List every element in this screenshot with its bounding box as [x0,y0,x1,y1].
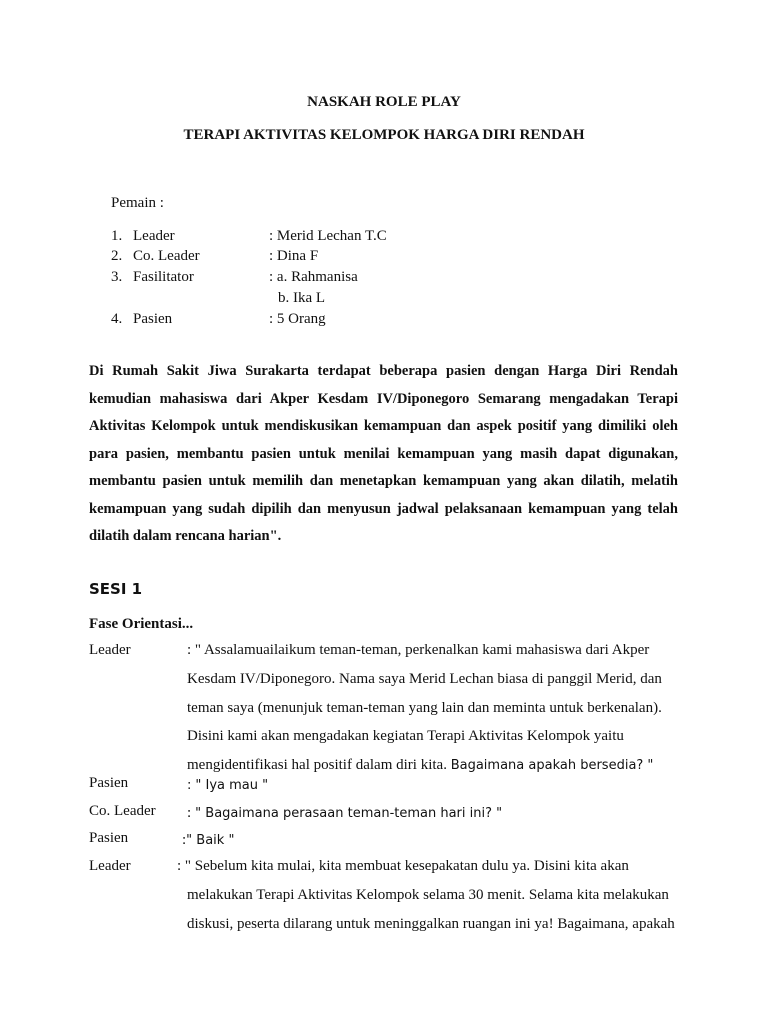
dialogue-text [182,831,234,849]
dialogue-text [187,776,268,794]
speaker-label: Leader [89,642,131,658]
dialogue-colon: : [182,832,187,848]
players-label: Pemain : [111,195,164,211]
dialogue-line: " Baik " [186,833,235,848]
document-title: NASKAH ROLE PLAY [307,94,461,110]
dialogue-line: : " Assalamuailaikum teman-teman, perkenalkan kami mahasiswa dari Akper [187,642,650,658]
dialogue-line: melakukan Terapi Aktivitas Kelompok selama 30 menit. Selama kita melakukan [187,886,669,903]
dialogue-text [187,804,502,822]
dialogue-text [177,852,679,938]
dialogue-fragment: mengidentifikasi hal positif dalam diri kita. [187,757,451,774]
dialogue-text [187,636,679,781]
phase-heading: Fase Orientasi... [89,616,194,632]
document-subtitle: TERAPI AKTIVITAS KELOMPOK HARGA DIRI RENDAH [183,127,585,143]
dialogue-fragment: Bagaimana apakah bersedia? " [450,758,654,774]
player-value: : 5 Orang [269,311,326,327]
player-number: 1. [111,228,123,244]
intro-paragraph: Di Rumah Sakit Jiwa Surakarta terdapat beberapa pasien dengan Harga Diri Rendah kemudian mahasiswa dari Akper Kesdam IV/Diponegoro Semarang mengadakan Terapi Aktivitas Kelompok untuk mendiskusikan kemampuan dan aspek positif yang dimiliki oleh para pasien, membantu pasien untuk menilai kemampuan yang masih dapat digunakan, membantu pasien untuk memilih dan menetapkan kemampuan yang akan dilatih, melatih kemampuan yang sudah dipilih dan menyusun jadwal pelaksanaan kemampuan yang telah dilatih dalam rencana harian". [89,363,678,544]
player-number: 4. [111,311,123,327]
player-value-extra: b. Ika L [278,290,326,306]
player-number: 3. [111,269,123,285]
player-role: Fasilitator [133,269,194,285]
player-role: Leader [133,228,175,244]
speaker-label: Pasien [89,830,129,846]
speaker-label: Co. Leader [89,803,156,819]
speaker-label: Pasien [89,775,129,791]
dialogue-line: " Iya mau " [195,778,269,793]
dialogue-colon: : [187,778,192,793]
player-role: Co. Leader [133,248,200,264]
session-heading: SESI 1 [89,580,143,598]
dialogue-line: " Bagaimana perasaan teman-teman hari ini? " [195,806,503,821]
player-number: 2. [111,248,123,264]
dialogue-line: diskusi, peserta dilarang untuk meninggalkan ruangan ini ya! Bagaimana, apakah [187,915,675,932]
dialogue-line: : " Sebelum kita mulai, kita membuat kesepakatan dulu ya. Disini kita akan [177,858,629,874]
dialogue-line: teman saya (menunjuk teman-teman yang lain dan meminta untuk berkenalan). [187,699,662,716]
player-role: Pasien [133,311,173,327]
dialogue-line: Kesdam IV/Diponegoro. Nama saya Merid Lechan biasa di panggil Merid, dan [187,670,662,687]
speaker-label: Leader [89,858,131,874]
dialogue-line: Disini kami akan mengadakan kegiatan Terapi Aktivitas Kelompok yaitu [187,728,624,745]
dialogue-colon: : [187,805,192,821]
player-value: : Dina F [269,248,319,264]
player-value: : Merid Lechan T.C [269,228,387,244]
player-value: : a. Rahmanisa [269,269,358,285]
